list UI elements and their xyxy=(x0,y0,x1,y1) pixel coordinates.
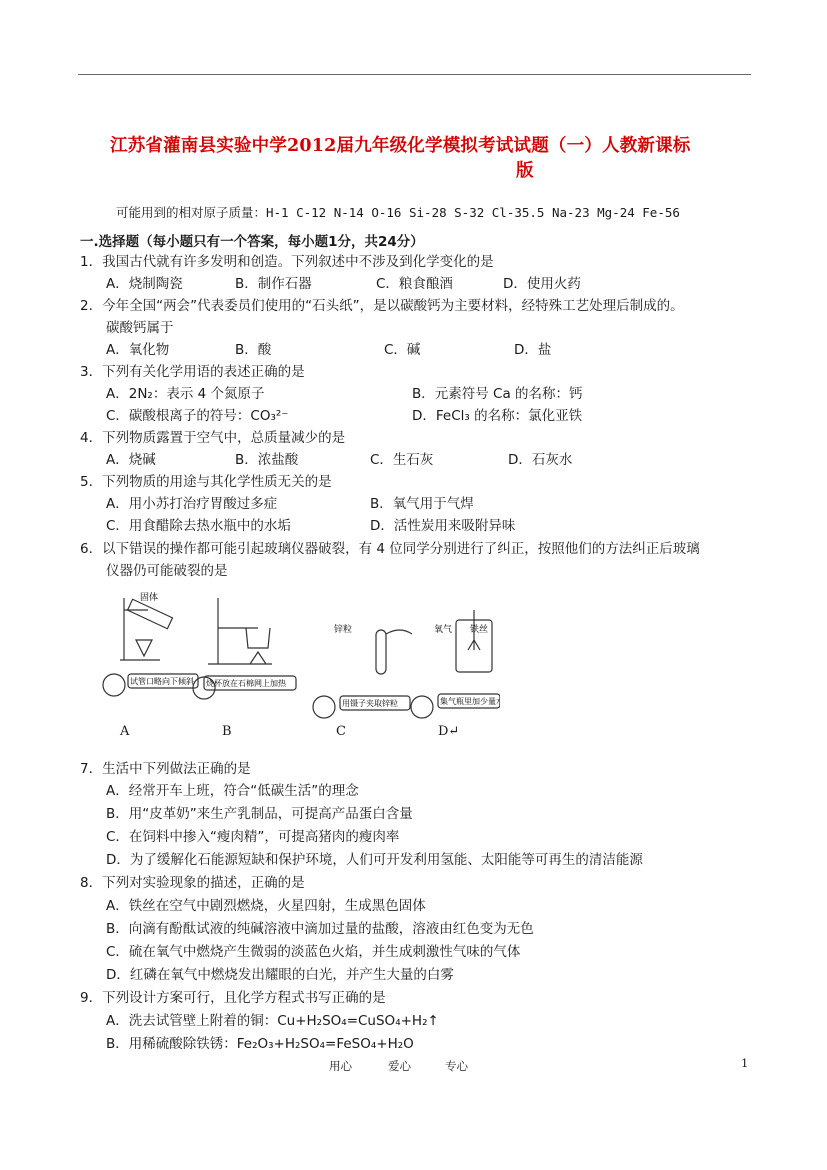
question-3-stem: 3．下列有关化学用语的表述正确的是 xyxy=(80,364,305,380)
question-4-option-a: A．烧碱 xyxy=(106,452,156,468)
fig-a-test-tube xyxy=(128,599,173,628)
question-7-option-a: A．经常开车上班，符合“低碳生活”的理念 xyxy=(106,783,359,799)
lab-equipment-illustration xyxy=(100,590,500,740)
question-1-option-a: A．烧制陶瓷 xyxy=(106,276,183,292)
page-title-continuation: 版 xyxy=(516,161,534,181)
question-1-option-b: B．制作石器 xyxy=(235,276,312,292)
question-8-option-b: B．向滴有酚酞试液的纯碱溶液中滴加过量的盐酸，溶液由红色变为无色 xyxy=(106,921,534,937)
question-3-option-b: B．元素符号 Ca 的名称：钙 xyxy=(412,386,583,402)
fig-b-beaker xyxy=(246,628,270,648)
footer-slogan-1: 用心 xyxy=(329,1059,352,1073)
fig-c-note: 用镊子夹取锌粒 xyxy=(342,699,398,708)
fig-d-note: 集气瓶里加少量水 xyxy=(440,697,500,706)
question-5-option-a: A．用小苏打治疗胃酸过多症 xyxy=(106,496,278,512)
question-9-option-a: A．洗去试管壁上附着的铜：Cu+H₂SO₄=CuSO₄+H₂↑ xyxy=(106,1013,439,1029)
question-4-stem: 4．下列物质露置于空气中，总质量减少的是 xyxy=(80,430,346,446)
question-7-option-d: D．为了缓解化石能源短缺和保护环境，人们可开发利用氢能、太阳能等可再生的清洁能源 xyxy=(106,852,643,868)
atomic-masses: 可能用到的相对原子质量：H-1 C-12 N-14 O-16 Si-28 S-32 Cl-35.5 Na-23 Mg-24 Fe-56 xyxy=(116,205,680,220)
question-7-option-b: B．用“皮革奶”来生产乳制品，可提高产品蛋白含量 xyxy=(106,806,413,822)
question-3-option-c: C．碳酸根离子的符号：CO₃²⁻ xyxy=(106,408,289,424)
question-3-option-a: A．2N₂：表示 4 个氮原子 xyxy=(106,386,265,402)
fig-c-tag: 锌粒 xyxy=(334,625,353,635)
fig-d-student xyxy=(411,696,433,718)
question-4-option-b: B．浓盐酸 xyxy=(235,452,299,468)
question-8-option-d: D．红磷在氧气中燃烧发出耀眼的白光，并产生大量的白雾 xyxy=(106,967,454,983)
question-5-option-d: D．活性炭用来吸附异味 xyxy=(370,518,516,534)
question-8-option-c: C．硫在氧气中燃烧产生微弱的淡蓝色火焰，并生成刺激性气味的气体 xyxy=(106,944,521,960)
fig-a-tag: 固体 xyxy=(140,593,159,603)
fig-c-test-tube xyxy=(376,630,386,674)
question-3-option-d: D．FeCl₃ 的名称：氯化亚铁 xyxy=(412,408,583,424)
page-title: 江苏省灌南县实验中学2012届九年级化学模拟考试试题（一）人教新课标 xyxy=(110,136,691,156)
question-2-stem-cont: 碳酸钙属于 xyxy=(106,320,174,336)
question-6-stem: 6．以下错误的操作都可能引起玻璃仪器破裂，有 4 位同学分别进行了纠正，按照他们的方法纠正后玻璃 xyxy=(80,541,700,557)
question-2-option-b: B．酸 xyxy=(235,342,272,358)
question-5-option-b: B．氧气用于气焊 xyxy=(370,496,474,512)
question-6-figure xyxy=(100,590,500,740)
fig-b-burner xyxy=(250,652,266,664)
question-1-stem: 1．我国古代就有许多发明和创造。下列叙述中不涉及到化学变化的是 xyxy=(80,254,494,270)
fig-label-b: B xyxy=(222,724,232,739)
fig-label-a: A xyxy=(120,724,130,739)
footer-slogan-2: 爱心 xyxy=(388,1059,411,1073)
question-2-option-a: A．氧化物 xyxy=(106,342,170,358)
question-5-option-c: C．用食醋除去热水瓶中的水垢 xyxy=(106,518,291,534)
page-number: 1 xyxy=(741,1056,749,1070)
fig-a-note: 试管口略向下倾斜 xyxy=(130,677,194,686)
question-2-stem: 2．今年全国“两会”代表委员们使用的“石头纸”，是以碳酸钙为主要材料，经特殊工艺处理后制成的。 xyxy=(80,298,684,314)
fig-d-tag1: 氧气 xyxy=(434,625,453,635)
fig-a-student xyxy=(103,674,125,696)
fig-d-tag2: 铁丝 xyxy=(470,625,489,635)
question-9-stem: 9．下列设计方案可行，且化学方程式书写正确的是 xyxy=(80,990,386,1006)
question-1-option-d: D．使用火药 xyxy=(503,276,581,292)
question-8-stem: 8．下列对实验现象的描述，正确的是 xyxy=(80,875,305,891)
header-rule xyxy=(78,74,751,75)
fig-label-d: D↵ xyxy=(438,724,460,739)
question-7-option-c: C．在饲料中掺入“瘦肉精”，可提高猪肉的瘦肉率 xyxy=(106,829,400,845)
section-heading: 一.选择题（每小题只有一个答案，每小题1分，共24分） xyxy=(80,234,424,250)
question-5-stem: 5．下列物质的用途与其化学性质无关的是 xyxy=(80,474,332,490)
fig-b-note: 烧杯放在石棉网上加热 xyxy=(206,679,286,688)
question-6-stem-cont: 仪器仍可能破裂的是 xyxy=(106,563,228,579)
question-2-option-d: D．盐 xyxy=(514,342,552,358)
question-8-option-a: A．铁丝在空气中剧烈燃烧，火星四射，生成黑色固体 xyxy=(106,898,426,914)
question-7-stem: 7．生活中下列做法正确的是 xyxy=(80,761,251,777)
question-9-option-b: B．用稀硫酸除铁锈：Fe₂O₃+H₂SO₄=FeSO₄+H₂O xyxy=(106,1036,414,1052)
question-2-option-c: C．碱 xyxy=(384,342,421,358)
fig-c-hand xyxy=(386,630,412,634)
question-4-option-c: C．生石灰 xyxy=(370,452,434,468)
footer-slogan-3: 专心 xyxy=(445,1059,468,1073)
question-1-option-c: C．粮食酿酒 xyxy=(376,276,453,292)
fig-a-burner xyxy=(136,640,152,656)
fig-label-c: C xyxy=(336,724,346,739)
fig-c-student xyxy=(313,696,335,718)
question-4-option-d: D．石灰水 xyxy=(508,452,573,468)
